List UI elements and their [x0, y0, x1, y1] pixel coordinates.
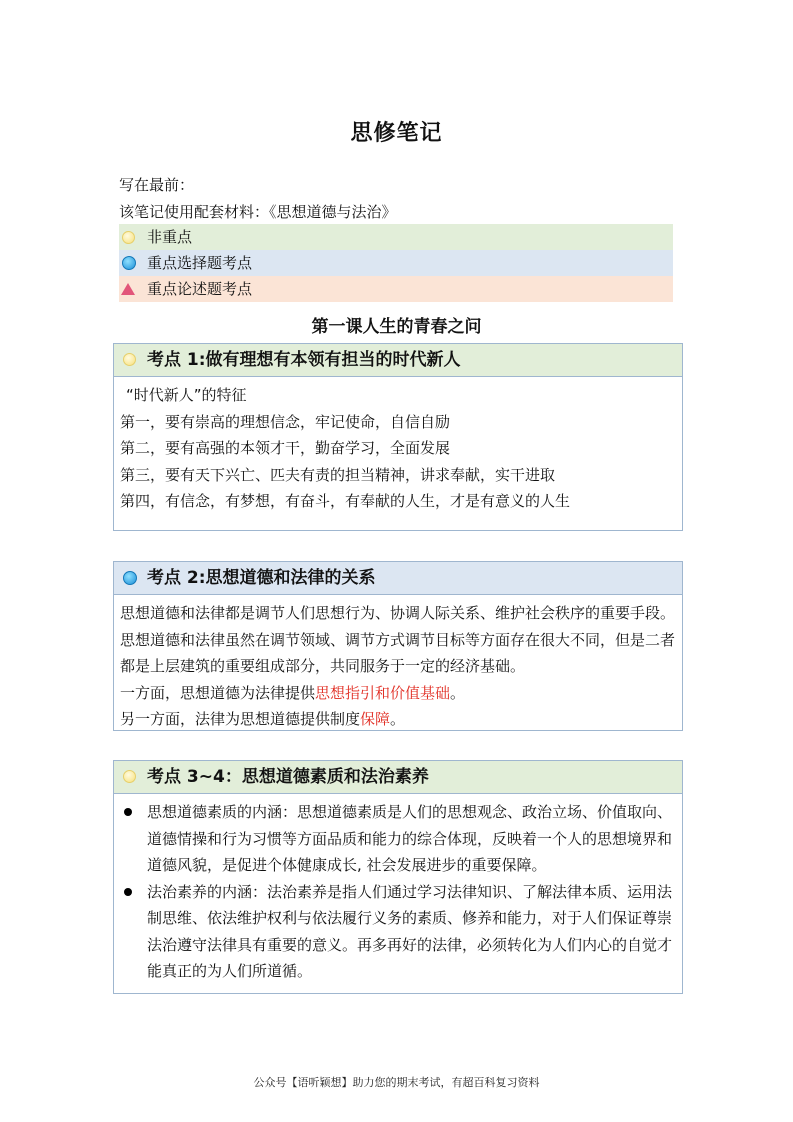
footer-text: 公众号【语听颖想】助力您的期末考试，有超百科复习资料	[253, 1076, 540, 1089]
yellow-circle-icon	[123, 353, 136, 366]
kaodian-1-line: 第三，要有天下兴亡、匹夫有责的担当精神，讲求奉献，实干进取	[120, 465, 556, 484]
yellow-circle-icon	[122, 231, 135, 244]
kaodian-1-box	[113, 343, 683, 531]
kaodian-2-paragraph: 思想道德和法律都是调节人们思想行为、协调人际关系、维护社会秩序的重要手段。思想道德和法律虽然在调节领域、调节方式调节目标等方面存在很大不同，但是二者都是上层建筑的重要组成部分，共同服务于一定的经济基础。	[120, 604, 676, 675]
legend-row-essay-key	[119, 276, 673, 302]
kaodian-1-line: “时代新人”的特征	[126, 386, 247, 404]
bullet-icon	[124, 808, 132, 816]
kaodian-3-title: 考点 3~4：思想道德素质和法治素养	[147, 767, 429, 787]
kaodian-2-line-2	[120, 706, 676, 733]
kaodian-1-line: 第二，要有高强的本领才干，勤奋学习，全面发展	[120, 439, 451, 457]
legend-label: 非重点	[147, 228, 193, 246]
bullet-text: 思想道德素质的内涵：思想道德素质是人们的思想观念、政治立场、价值取向、道德情操和行为习惯等方面品质和能力的综合体现，反映着一个人的思想境界和道德风貌，是促进个体健康成长, 社会发展进步的重要保障。	[147, 803, 673, 874]
legend-label: 重点选择题考点	[147, 254, 253, 272]
kaodian-3-box	[113, 760, 683, 994]
pink-triangle-icon	[121, 283, 135, 295]
intro-line-2: 该笔记使用配套材料：《思想道德与法治》	[119, 203, 397, 221]
kaodian-2-header	[114, 562, 682, 595]
kaodian-1-line: 第一，要有崇高的理想信念，牢记使命，自信自励	[120, 412, 451, 431]
kaodian-1-title: 考点 1:做有理想有本领有担当的时代新人	[147, 350, 461, 370]
bullet-icon	[124, 888, 132, 896]
text-segment: 。	[450, 683, 466, 702]
kaodian-1-header	[114, 344, 682, 377]
yellow-circle-icon	[123, 770, 136, 783]
list-item	[120, 879, 676, 985]
kaodian-2-line-1	[120, 680, 676, 707]
page-title: 思修笔记	[350, 121, 443, 146]
text-segment: 另一方面，法律为思想道德提供制度	[120, 710, 361, 728]
kaodian-2-box	[113, 561, 683, 731]
legend-label: 重点论述题考点	[147, 280, 253, 298]
lesson-title: 第一课人生的青春之问	[311, 317, 482, 337]
highlight-text: 思想指引和价值基础	[315, 683, 451, 702]
intro-line-1: 写在最前：	[119, 176, 195, 194]
list-item	[120, 799, 676, 879]
text-segment: 一方面，思想道德为法律提供	[120, 683, 316, 702]
legend-row-choice-key	[119, 250, 673, 276]
blue-circle-icon	[122, 256, 136, 270]
legend-row-non-key	[119, 224, 673, 250]
highlight-text: 保障	[360, 710, 391, 728]
blue-circle-icon	[123, 571, 137, 585]
kaodian-3-header	[114, 761, 682, 794]
kaodian-2-title: 考点 2:思想道德和法律的关系	[147, 568, 376, 588]
bullet-text: 法治素养的内涵：法治素养是指人们通过学习法律知识、了解法律本质、运用法制思维、依法维护权利与依法履行义务的素质、修养和能力，对于人们保证尊崇法治遵守法律具有重要的意义。再多再好的法律，必须转化为人们内心的自觉才能真正的为人们所道循。	[147, 882, 673, 980]
kaodian-1-line: 第四，有信念，有梦想，有奋斗，有奉献的人生，才是有意义的人生	[120, 492, 571, 510]
text-segment: 。	[390, 710, 406, 728]
